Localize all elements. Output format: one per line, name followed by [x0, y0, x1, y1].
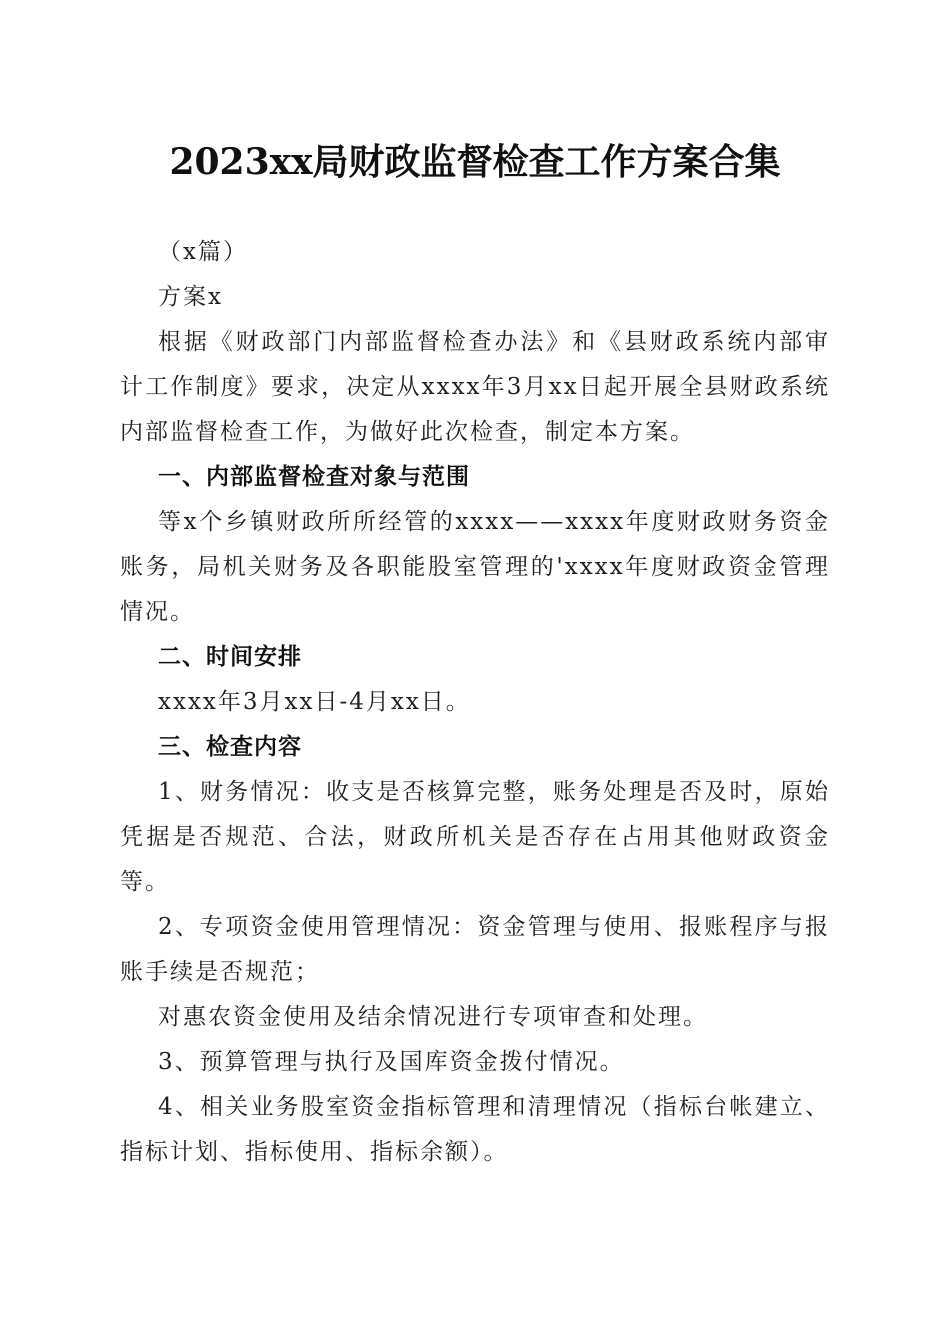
paragraph-content-2-extra: 对惠农资金使用及结余情况进行专项审查和处理。: [158, 1004, 708, 1030]
paragraph-scope: 等x个乡镇财政所所经管的xxxx——xxxx年度财政财务资金账务，局机关财务及各职能股室管理的'xxxx年度财政资金管理情况。: [120, 509, 830, 625]
document-body: [120, 230, 830, 1175]
section-heading-content: 三、检查内容: [158, 734, 302, 760]
paragraph-content-2: 2、专项资金使用管理情况：资金管理与使用、报账程序与报账手续是否规范；: [120, 914, 830, 985]
paragraph-count: （x篇）: [158, 239, 248, 265]
section-heading-scope: 一、内部监督检查对象与范围: [158, 464, 470, 490]
section-heading-schedule: 二、时间安排: [158, 644, 302, 670]
paragraph-content-3: 3、预算管理与执行及国库资金拨付情况。: [158, 1049, 625, 1075]
paragraph-schedule: xxxx年3月xx日-4月xx日。: [158, 689, 471, 715]
document-title: 2023xx局财政监督检查工作方案合集: [169, 141, 781, 183]
paragraph-content-4: 4、相关业务股室资金指标管理和清理情况（指标台帐建立、指标计划、指标使用、指标余额）。: [120, 1094, 830, 1165]
paragraph-intro: 根据《财政部门内部监督检查办法》和《县财政系统内部审计工作制度》要求，决定从xxxx年3月xx日起开展全县财政系统内部监督检查工作，为做好此次检查，制定本方案。: [120, 329, 830, 445]
paragraph-plan-label: 方案x: [158, 284, 223, 310]
paragraph-content-1: 1、财务情况：收支是否核算完整，账务处理是否及时，原始凭据是否规范、合法，财政所机关是否存在占用其他财政资金等。: [120, 779, 830, 895]
